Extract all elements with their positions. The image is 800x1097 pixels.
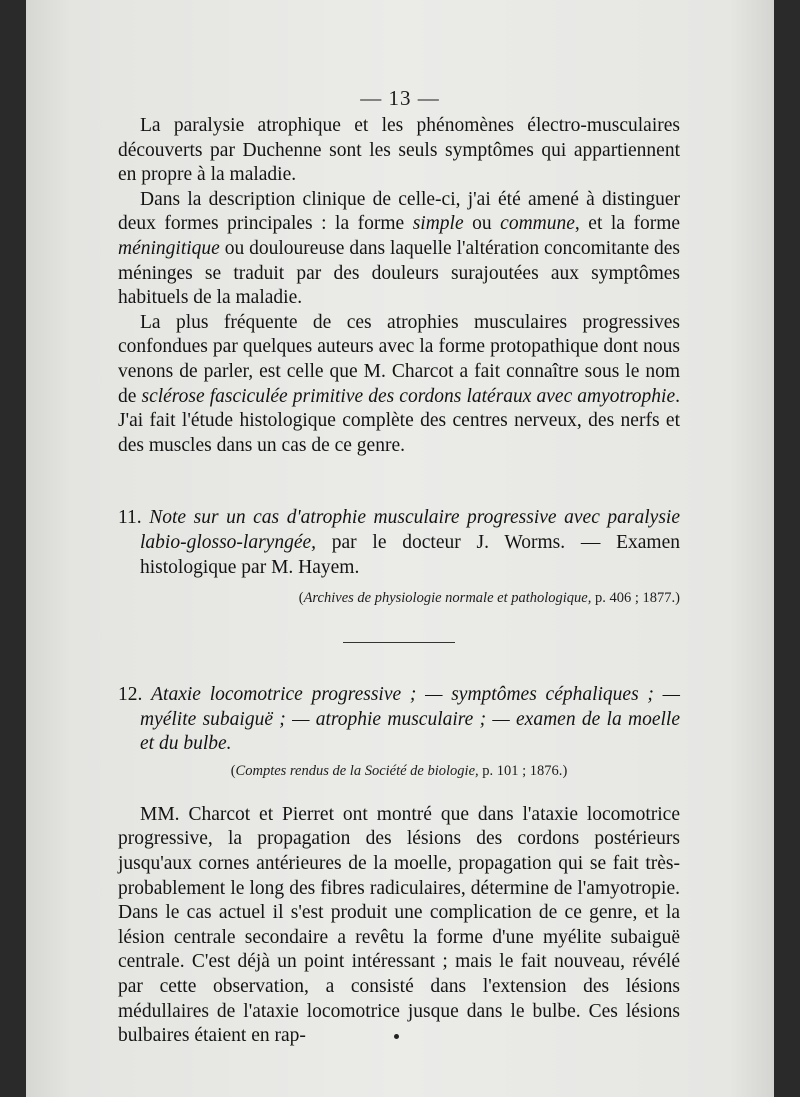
book-page — [26, 0, 774, 1097]
source-journal: Comptes rendus de la Société de biologie, — [235, 762, 479, 779]
entry-number: 11. — [118, 507, 142, 529]
text-run: Dans la description clinique de celle-ci, j'ai été amené à distinguer deux formes principales : la forme — [118, 188, 680, 235]
paragraph-description-clinique — [118, 188, 680, 311]
italic-term-commune: commune — [500, 213, 575, 235]
bibliography-entry-12 — [118, 683, 680, 757]
source-paren: ) — [562, 762, 568, 779]
italic-term-simple: simple — [412, 213, 464, 235]
text-run: La plus fréquente de ces atrophies musculaires progressives confondues par quelques auteurs avec la forme protopathique dont nous venons de parler, est celle que M. Charcot a fait connaître sous le nom de — [118, 311, 680, 407]
paragraph-ataxie: MM. Charcot et Pierret ont montré que dans l'ataxie locomotrice progressive, la propagation des lésions des cordons postérieurs jusqu'aux cornes antérieures de la moelle, propagation qui se fait très-probablement le long des fibres radiculaires, détermine de l'amyotropie. Dans le cas actuel il s'est produit une complication de ce genre, et la lésion centrale secondaire a revêtu la forme d'une myélite subaiguë centrale. C'est déjà un point intéressant ; mais le fait nouveau, révélé par cette observation, a consisté dans l'extension des lésions médullaires de l'ataxie locomotrice jusque dans le bulbe. Ces lésions bulbaires étaient en rap- — [118, 803, 680, 1047]
source-journal: Archives de physiologie normale et pathologique, — [303, 590, 592, 607]
paragraph-paralysie: La paralysie atrophique et les phénomènes électro-musculaires découverts par Duchenne sont les seuls symptômes qui appartiennent en propre à la maladie. — [118, 115, 680, 186]
source-page-year: p. 101 ; 1876. — [478, 762, 563, 779]
page-number: — 13 — — [360, 86, 440, 110]
paragraph-sclerose — [118, 311, 680, 459]
entry-title: Ataxie locomotrice progressive ; — symptômes céphaliques ; — myélite subaiguë ; — atrophie musculaire ; — examen de la moelle et du bulbe. — [140, 684, 681, 755]
source-page-year: p. 406 ; 1877. — [591, 590, 676, 607]
footer-dot — [394, 1034, 399, 1039]
entry-title: Note sur un cas d'atrophie musculaire progressive avec paralysie labio-glosso-laryngée, — [140, 507, 680, 553]
entry-source-11 — [118, 588, 680, 608]
entry-author: par le docteur J. Worms. — Examen histologique par M. Hayem. — [140, 531, 680, 578]
spacer — [118, 458, 680, 506]
bibliography-entry-11 — [118, 506, 680, 580]
entry-source-12 — [118, 761, 680, 781]
text-run: . J'ai fait l'étude histologique complète des centres nerveux, des nerfs et des muscles dans un cas de ce genre. — [118, 385, 681, 456]
section-divider — [343, 642, 455, 643]
italic-term-sclerose: sclérose fasciculée primitive des cordons latéraux avec amyotrophie — [141, 385, 676, 407]
source-paren: ( — [298, 590, 304, 607]
italic-term-meningitique: méningitique — [118, 237, 220, 259]
text-run: ou — [463, 213, 501, 235]
text-run: ou douloureuse dans laquelle l'altération concomitante des méninges se traduit par des douleurs surajoutées aux symptômes habituels de la maladie. — [118, 237, 680, 309]
source-paren: ) — [675, 590, 680, 607]
text-run: , et la forme — [574, 213, 681, 235]
source-paren: ( — [230, 762, 236, 779]
entry-number: 12. — [118, 684, 143, 706]
page-content — [118, 114, 680, 1049]
